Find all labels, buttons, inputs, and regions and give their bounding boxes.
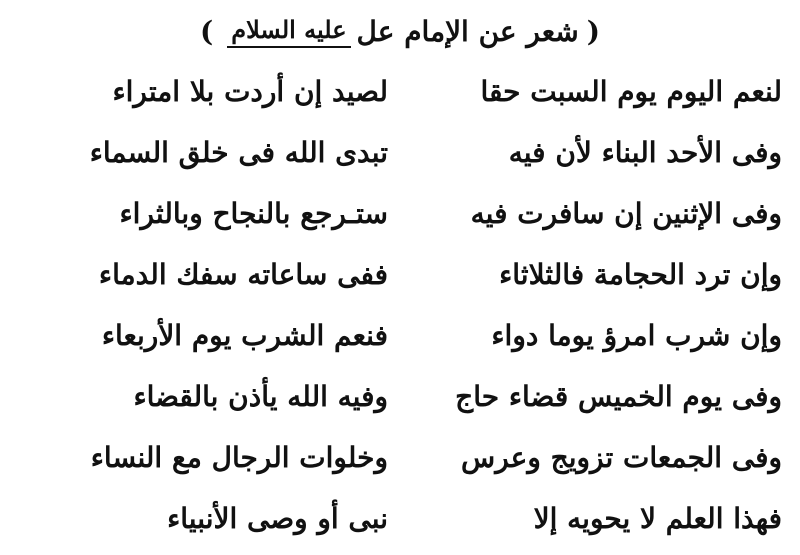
second-hemistich: فنعم الشرب يوم الأربعاء (101, 319, 388, 352)
first-hemistich: لنعم اليوم يوم السبت حقا (480, 75, 782, 108)
first-hemistich: وفى الإثنين إن سافرت فيه (470, 197, 782, 230)
title-close-paren: ) (199, 14, 214, 48)
second-hemistich: وفيه الله يأذن بالقضاء (133, 380, 388, 413)
second-hemistich: لصيد إن أردت بلا امتراء (112, 75, 388, 108)
first-hemistich: وفى الأحد البناء لأن فيه (508, 136, 782, 169)
verse-line (0, 489, 800, 549)
verse-line (0, 367, 800, 427)
second-hemistich: ففى ساعاته سفك الدماء (98, 258, 388, 291)
honorific-calligraphy: عليه السلام (227, 15, 350, 48)
verse-line (0, 123, 800, 183)
second-hemistich: تبدى الله فى خلق السماء (89, 136, 388, 169)
second-hemistich: ستـرجع بالنجاح وبالثراء (119, 197, 388, 230)
verse-line (0, 428, 800, 488)
verse-line (0, 62, 800, 122)
first-hemistich: وفى يوم الخميس قضاء حاج (455, 380, 782, 413)
verse-line (0, 245, 800, 305)
first-hemistich: وإن شرب امرؤ يوما دواء (491, 319, 782, 352)
verse-line (0, 184, 800, 244)
second-hemistich: وخلوات الرجال مع النساء (90, 441, 388, 474)
first-hemistich: وفى الجمعات تزويج وعرس (461, 441, 782, 474)
first-hemistich: وإن ترد الحجامة فالثلاثاء (499, 258, 782, 291)
first-hemistich: فهذا العلم لا يحويه إلا (533, 502, 782, 535)
poem-title (0, 6, 800, 56)
verse-line (0, 306, 800, 366)
title-open-paren: ( (586, 14, 601, 48)
title-text: شعر عن الإمام عل (356, 14, 579, 48)
second-hemistich: نبى أو وصى الأنبياء (167, 502, 388, 535)
